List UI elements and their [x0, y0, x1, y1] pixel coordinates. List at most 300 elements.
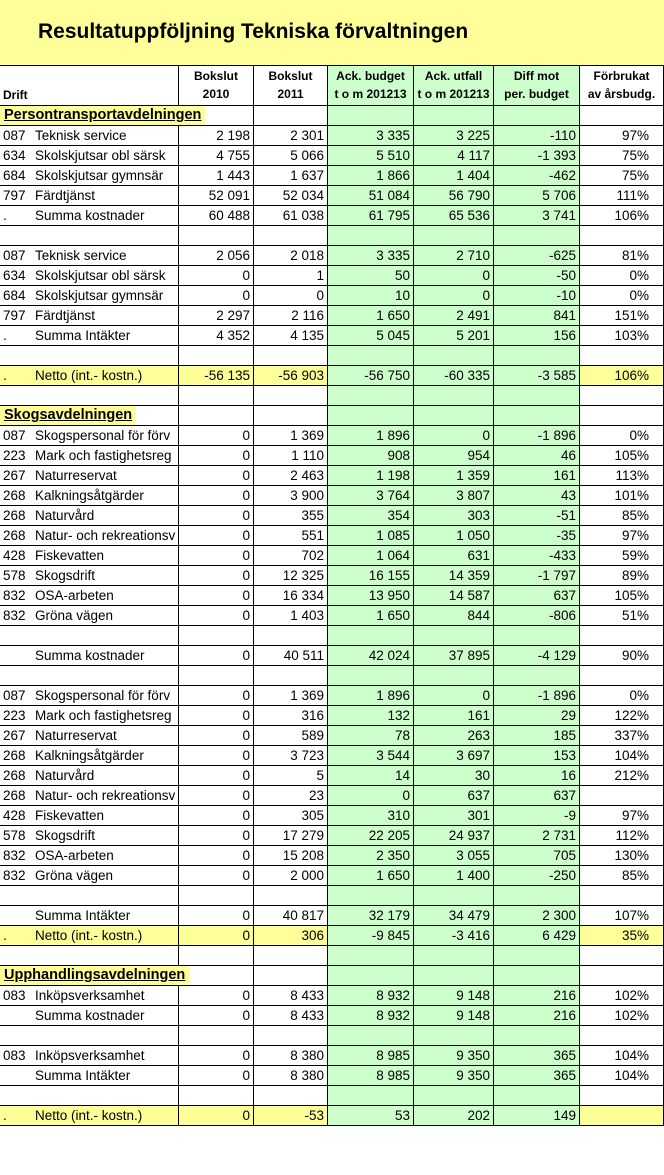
cell-name[interactable]: Kalkningsåtgärder [33, 486, 179, 505]
cell-bokslut-2011[interactable] [254, 1026, 328, 1045]
cell-bokslut-2010[interactable]: 0 [179, 686, 254, 705]
cell-code[interactable] [0, 666, 33, 685]
cell-diff[interactable]: 637 [494, 786, 580, 805]
cell-diff[interactable]: 365 [494, 1066, 580, 1085]
cell-name[interactable]: Skolskjutsar gymnsär [33, 166, 179, 185]
cell-code[interactable]: 578 [3, 828, 26, 843]
cell-bokslut-2011[interactable]: 12 325 [254, 566, 328, 585]
cell-forbrukat[interactable]: 51% [580, 606, 664, 625]
cell-ack-budget[interactable]: 78 [328, 726, 414, 745]
cell-name[interactable] [33, 886, 179, 905]
cell-forbrukat[interactable]: 104% [580, 1066, 664, 1085]
cell-ack-utfall[interactable] [414, 226, 494, 245]
cell-bokslut-2010[interactable]: 0 [179, 646, 254, 665]
cell-bokslut-2010[interactable]: 0 [179, 586, 254, 605]
cell-diff[interactable]: 841 [494, 306, 580, 325]
cell-bokslut-2011[interactable]: 8 380 [254, 1066, 328, 1085]
cell-bokslut-2010[interactable]: 0 [179, 926, 254, 945]
cell-bokslut-2010[interactable]: 0 [179, 526, 254, 545]
cell-bokslut-2011[interactable]: 1 110 [254, 446, 328, 465]
cell-ack-utfall[interactable]: 3 225 [414, 126, 494, 145]
cell-code[interactable]: 268 [3, 788, 26, 803]
cell-ack-budget[interactable] [328, 666, 414, 685]
cell-code[interactable]: 267 [3, 468, 26, 483]
cell-ack-budget[interactable]: 14 [328, 766, 414, 785]
cell-code[interactable] [0, 1006, 33, 1025]
cell-forbrukat[interactable]: 113% [580, 466, 664, 485]
cell-bokslut-2010[interactable]: 0 [179, 546, 254, 565]
cell-bokslut-2010[interactable]: 2 198 [179, 126, 254, 145]
cell-diff[interactable]: 29 [494, 706, 580, 725]
cell-bokslut-2010[interactable]: 0 [179, 866, 254, 885]
cell-code[interactable]: . [3, 208, 7, 223]
cell-bokslut-2010[interactable]: 0 [179, 426, 254, 445]
cell-bokslut-2010[interactable]: 0 [179, 566, 254, 585]
cell-name[interactable]: Summa kostnader [33, 206, 179, 225]
cell-name[interactable]: Mark och fastighetsreg [33, 446, 179, 465]
cell-diff[interactable]: 637 [494, 586, 580, 605]
cell-ack-utfall[interactable]: 3 697 [414, 746, 494, 765]
cell-forbrukat[interactable]: 104% [580, 1046, 664, 1065]
cell-ack-utfall[interactable] [414, 966, 494, 985]
cell-bokslut-2011[interactable]: 305 [254, 806, 328, 825]
cell-diff[interactable]: -250 [494, 866, 580, 885]
cell-bokslut-2011[interactable]: 15 208 [254, 846, 328, 865]
cell-bokslut-2010[interactable]: 0 [179, 1046, 254, 1065]
cell-bokslut-2010[interactable]: 0 [179, 806, 254, 825]
cell-ack-utfall[interactable]: 1 359 [414, 466, 494, 485]
cell-name[interactable]: Netto (int.- kostn.) [33, 926, 179, 945]
cell-diff[interactable]: 216 [494, 1006, 580, 1025]
cell-code[interactable]: . [3, 328, 7, 343]
cell-diff[interactable]: -9 [494, 806, 580, 825]
cell-ack-utfall[interactable]: 0 [414, 686, 494, 705]
cell-ack-budget[interactable] [328, 1086, 414, 1105]
cell-bokslut-2011[interactable]: 23 [254, 786, 328, 805]
cell-name[interactable] [33, 346, 179, 365]
cell-diff[interactable] [494, 946, 580, 965]
cell-bokslut-2010[interactable]: 0 [179, 506, 254, 525]
cell-diff[interactable]: -10 [494, 286, 580, 305]
cell-bokslut-2011[interactable]: 16 334 [254, 586, 328, 605]
cell-ack-budget[interactable]: 1 896 [328, 426, 414, 445]
cell-diff[interactable]: -462 [494, 166, 580, 185]
cell-code[interactable] [0, 346, 33, 365]
cell-name[interactable]: Kalkningsåtgärder [33, 746, 179, 765]
cell-forbrukat[interactable]: 97% [580, 806, 664, 825]
cell-bokslut-2010[interactable]: 0 [179, 766, 254, 785]
cell-code[interactable]: 832 [3, 868, 26, 883]
cell-diff[interactable]: -1 896 [494, 686, 580, 705]
cell-bokslut-2011[interactable]: 8 380 [254, 1046, 328, 1065]
cell-ack-utfall[interactable]: 5 201 [414, 326, 494, 345]
cell-forbrukat[interactable]: 103% [580, 326, 664, 345]
cell-code[interactable]: 832 [3, 588, 26, 603]
cell-ack-utfall[interactable]: 34 479 [414, 906, 494, 925]
cell-code[interactable]: 634 [3, 148, 26, 163]
cell-bokslut-2010[interactable]: 0 [179, 466, 254, 485]
cell-ack-budget[interactable]: 132 [328, 706, 414, 725]
cell-bokslut-2010[interactable]: 0 [179, 266, 254, 285]
cell-forbrukat[interactable]: 75% [580, 146, 664, 165]
cell-bokslut-2011[interactable]: 3 900 [254, 486, 328, 505]
cell-ack-budget[interactable]: 1 866 [328, 166, 414, 185]
cell-bokslut-2011[interactable]: 589 [254, 726, 328, 745]
cell-ack-budget[interactable]: 354 [328, 506, 414, 525]
cell-bokslut-2010[interactable]: 1 443 [179, 166, 254, 185]
cell-bokslut-2011[interactable] [254, 626, 328, 645]
cell-ack-budget[interactable]: 22 205 [328, 826, 414, 845]
cell-ack-utfall[interactable]: 9 350 [414, 1066, 494, 1085]
cell-bokslut-2011[interactable]: 4 135 [254, 326, 328, 345]
cell-ack-budget[interactable] [328, 966, 414, 985]
cell-ack-budget[interactable]: 8 985 [328, 1066, 414, 1085]
cell-ack-utfall[interactable]: 4 117 [414, 146, 494, 165]
cell-code[interactable] [0, 646, 33, 665]
cell-ack-utfall[interactable]: 1 404 [414, 166, 494, 185]
cell-code[interactable]: 087 [3, 428, 26, 443]
cell-name[interactable]: Netto (int.- kostn.) [33, 1106, 179, 1125]
cell-bokslut-2010[interactable]: 0 [179, 746, 254, 765]
cell-ack-budget[interactable]: 1 085 [328, 526, 414, 545]
cell-forbrukat[interactable]: 85% [580, 866, 664, 885]
cell-bokslut-2011[interactable] [254, 406, 328, 425]
cell-bokslut-2010[interactable]: 0 [179, 1006, 254, 1025]
cell-bokslut-2010[interactable] [179, 946, 254, 965]
cell-bokslut-2010[interactable]: 2 056 [179, 246, 254, 265]
cell-bokslut-2011[interactable]: 306 [254, 926, 328, 945]
cell-bokslut-2010[interactable]: 0 [179, 1066, 254, 1085]
cell-code[interactable] [0, 946, 33, 965]
cell-ack-budget[interactable]: -9 845 [328, 926, 414, 945]
cell-bokslut-2011[interactable]: 702 [254, 546, 328, 565]
cell-ack-budget[interactable]: 0 [328, 786, 414, 805]
cell-name[interactable]: Skogspersonal för förv [33, 426, 179, 445]
cell-name[interactable]: Teknisk service [33, 126, 179, 145]
cell-ack-budget[interactable]: 53 [328, 1106, 414, 1125]
cell-name[interactable] [33, 946, 179, 965]
cell-bokslut-2011[interactable]: 1 369 [254, 426, 328, 445]
cell-name[interactable]: Summa Intäkter [33, 906, 179, 925]
cell-code[interactable] [0, 386, 33, 405]
cell-name[interactable]: Skogspersonal för förv [33, 686, 179, 705]
cell-code[interactable] [0, 1066, 33, 1085]
cell-forbrukat[interactable]: 97% [580, 126, 664, 145]
cell-ack-utfall[interactable]: 30 [414, 766, 494, 785]
cell-ack-utfall[interactable]: 303 [414, 506, 494, 525]
cell-ack-utfall[interactable]: 202 [414, 1106, 494, 1125]
cell-ack-utfall[interactable] [414, 406, 494, 425]
cell-forbrukat[interactable]: 151% [580, 306, 664, 325]
cell-name[interactable] [33, 1026, 179, 1045]
cell-name[interactable]: OSA-arbeten [33, 846, 179, 865]
cell-name[interactable] [33, 1086, 179, 1105]
cell-name[interactable]: Gröna vägen [33, 866, 179, 885]
cell-code[interactable]: 684 [3, 168, 26, 183]
cell-ack-budget[interactable]: 3 764 [328, 486, 414, 505]
cell-bokslut-2010[interactable] [179, 406, 254, 425]
cell-forbrukat[interactable] [580, 406, 664, 425]
cell-diff[interactable]: -1 797 [494, 566, 580, 585]
cell-bokslut-2011[interactable]: 1 637 [254, 166, 328, 185]
cell-bokslut-2011[interactable]: 2 463 [254, 466, 328, 485]
cell-bokslut-2010[interactable]: 0 [179, 726, 254, 745]
cell-forbrukat[interactable]: 122% [580, 706, 664, 725]
cell-code[interactable]: 268 [3, 508, 26, 523]
cell-ack-budget[interactable]: 51 084 [328, 186, 414, 205]
cell-forbrukat[interactable]: 105% [580, 446, 664, 465]
cell-name[interactable]: Naturvård [33, 766, 179, 785]
cell-bokslut-2011[interactable]: 40 817 [254, 906, 328, 925]
cell-bokslut-2010[interactable] [179, 966, 254, 985]
cell-ack-utfall[interactable] [414, 886, 494, 905]
cell-ack-utfall[interactable]: 301 [414, 806, 494, 825]
cell-bokslut-2011[interactable]: 2 000 [254, 866, 328, 885]
cell-forbrukat[interactable]: 97% [580, 526, 664, 545]
cell-bokslut-2010[interactable] [179, 1086, 254, 1105]
cell-code[interactable]: 083 [3, 1048, 26, 1063]
cell-ack-utfall[interactable]: 9 148 [414, 1006, 494, 1025]
cell-ack-utfall[interactable]: -3 416 [414, 926, 494, 945]
cell-diff[interactable]: -3 585 [494, 366, 580, 385]
cell-diff[interactable]: 43 [494, 486, 580, 505]
cell-name[interactable]: Naturreservat [33, 466, 179, 485]
cell-ack-budget[interactable]: 10 [328, 286, 414, 305]
cell-ack-utfall[interactable]: 3 807 [414, 486, 494, 505]
cell-forbrukat[interactable]: 337% [580, 726, 664, 745]
cell-forbrukat[interactable]: 0% [580, 426, 664, 445]
cell-bokslut-2010[interactable]: 4 352 [179, 326, 254, 345]
cell-forbrukat[interactable]: 106% [580, 206, 664, 225]
cell-name[interactable]: Fiskevatten [33, 806, 179, 825]
cell-ack-utfall[interactable]: 0 [414, 426, 494, 445]
cell-ack-utfall[interactable]: 24 937 [414, 826, 494, 845]
cell-name[interactable] [33, 386, 179, 405]
cell-diff[interactable] [494, 226, 580, 245]
cell-ack-budget[interactable]: 1 896 [328, 686, 414, 705]
cell-name[interactable]: Summa kostnader [33, 646, 179, 665]
cell-ack-budget[interactable]: 1 198 [328, 466, 414, 485]
cell-ack-budget[interactable]: 5 045 [328, 326, 414, 345]
cell-name[interactable]: Färdtjänst [33, 186, 179, 205]
cell-ack-budget[interactable]: 50 [328, 266, 414, 285]
cell-ack-budget[interactable] [328, 106, 414, 125]
cell-name[interactable]: Inköpsverksamhet [33, 986, 179, 1005]
cell-bokslut-2011[interactable] [254, 966, 328, 985]
cell-ack-budget[interactable]: 8 932 [328, 986, 414, 1005]
cell-name[interactable]: Skogsdrift [33, 566, 179, 585]
cell-code[interactable]: 578 [3, 568, 26, 583]
cell-bokslut-2010[interactable]: 52 091 [179, 186, 254, 205]
cell-code[interactable]: 087 [3, 688, 26, 703]
cell-bokslut-2011[interactable] [254, 666, 328, 685]
cell-ack-budget[interactable] [328, 226, 414, 245]
cell-ack-utfall[interactable] [414, 1026, 494, 1045]
cell-forbrukat[interactable] [580, 346, 664, 365]
cell-bokslut-2010[interactable]: 0 [179, 1106, 254, 1125]
cell-diff[interactable]: 161 [494, 466, 580, 485]
cell-ack-budget[interactable]: 3 544 [328, 746, 414, 765]
cell-bokslut-2010[interactable]: 0 [179, 826, 254, 845]
cell-bokslut-2010[interactable]: 0 [179, 786, 254, 805]
cell-bokslut-2011[interactable]: 5 066 [254, 146, 328, 165]
cell-code[interactable]: 832 [3, 848, 26, 863]
cell-ack-utfall[interactable]: 1 050 [414, 526, 494, 545]
cell-name[interactable]: Färdtjänst [33, 306, 179, 325]
cell-ack-utfall[interactable]: 844 [414, 606, 494, 625]
cell-diff[interactable] [494, 886, 580, 905]
cell-ack-budget[interactable]: 2 350 [328, 846, 414, 865]
cell-code[interactable]: 797 [3, 308, 26, 323]
cell-ack-budget[interactable] [328, 1026, 414, 1045]
cell-ack-budget[interactable]: 16 155 [328, 566, 414, 585]
cell-ack-utfall[interactable]: 263 [414, 726, 494, 745]
cell-diff[interactable]: -51 [494, 506, 580, 525]
cell-bokslut-2011[interactable]: 1 403 [254, 606, 328, 625]
cell-forbrukat[interactable] [580, 666, 664, 685]
cell-code[interactable] [0, 886, 33, 905]
cell-ack-utfall[interactable]: 0 [414, 286, 494, 305]
cell-code[interactable]: 634 [3, 268, 26, 283]
cell-name[interactable] [33, 666, 179, 685]
cell-diff[interactable]: 216 [494, 986, 580, 1005]
cell-diff[interactable] [494, 966, 580, 985]
cell-ack-budget[interactable]: 1 650 [328, 606, 414, 625]
cell-ack-utfall[interactable]: 3 055 [414, 846, 494, 865]
cell-code[interactable]: 087 [3, 128, 26, 143]
cell-ack-utfall[interactable]: 631 [414, 546, 494, 565]
cell-ack-budget[interactable]: 310 [328, 806, 414, 825]
cell-forbrukat[interactable]: 0% [580, 686, 664, 705]
cell-diff[interactable]: -1 896 [494, 426, 580, 445]
cell-bokslut-2011[interactable]: 1 [254, 266, 328, 285]
cell-bokslut-2010[interactable]: 2 297 [179, 306, 254, 325]
cell-diff[interactable]: 149 [494, 1106, 580, 1125]
cell-bokslut-2011[interactable]: 2 018 [254, 246, 328, 265]
cell-diff[interactable]: -1 393 [494, 146, 580, 165]
cell-bokslut-2011[interactable]: 8 433 [254, 986, 328, 1005]
cell-diff[interactable] [494, 1026, 580, 1045]
cell-forbrukat[interactable] [580, 106, 664, 125]
cell-diff[interactable]: 156 [494, 326, 580, 345]
cell-forbrukat[interactable] [580, 946, 664, 965]
cell-code[interactable] [0, 1086, 33, 1105]
cell-forbrukat[interactable]: 81% [580, 246, 664, 265]
cell-forbrukat[interactable]: 35% [580, 926, 664, 945]
cell-bokslut-2011[interactable]: -53 [254, 1106, 328, 1125]
cell-code[interactable] [0, 1026, 33, 1045]
cell-name[interactable]: Naturreservat [33, 726, 179, 745]
cell-ack-budget[interactable]: 13 950 [328, 586, 414, 605]
cell-bokslut-2011[interactable]: 17 279 [254, 826, 328, 845]
cell-forbrukat[interactable] [580, 1086, 664, 1105]
cell-code[interactable] [0, 626, 33, 645]
cell-bokslut-2010[interactable] [179, 666, 254, 685]
cell-ack-utfall[interactable]: 161 [414, 706, 494, 725]
cell-forbrukat[interactable] [580, 226, 664, 245]
cell-forbrukat[interactable]: 105% [580, 586, 664, 605]
cell-name[interactable]: Fiskevatten [33, 546, 179, 565]
cell-ack-budget[interactable]: 908 [328, 446, 414, 465]
cell-name[interactable]: Skogsdrift [33, 826, 179, 845]
cell-name[interactable]: Naturvård [33, 506, 179, 525]
cell-ack-utfall[interactable]: 14 359 [414, 566, 494, 585]
cell-name[interactable]: Skolskjutsar obl särsk [33, 146, 179, 165]
cell-bokslut-2010[interactable] [179, 886, 254, 905]
cell-bokslut-2010[interactable]: 0 [179, 606, 254, 625]
cell-name[interactable]: Inköpsverksamhet [33, 1046, 179, 1065]
cell-name[interactable]: Summa Intäkter [33, 1066, 179, 1085]
cell-diff[interactable]: -4 129 [494, 646, 580, 665]
cell-ack-budget[interactable]: 3 335 [328, 246, 414, 265]
cell-bokslut-2011[interactable] [254, 1086, 328, 1105]
cell-forbrukat[interactable]: 0% [580, 266, 664, 285]
cell-diff[interactable] [494, 1086, 580, 1105]
cell-diff[interactable] [494, 106, 580, 125]
cell-forbrukat[interactable]: 0% [580, 286, 664, 305]
cell-forbrukat[interactable]: 130% [580, 846, 664, 865]
cell-diff[interactable]: 2 300 [494, 906, 580, 925]
cell-ack-budget[interactable]: 8 932 [328, 1006, 414, 1025]
cell-diff[interactable] [494, 666, 580, 685]
cell-forbrukat[interactable]: 90% [580, 646, 664, 665]
cell-bokslut-2011[interactable]: 551 [254, 526, 328, 545]
cell-code[interactable]: 223 [3, 448, 26, 463]
cell-name[interactable]: Gröna vägen [33, 606, 179, 625]
cell-bokslut-2010[interactable] [179, 226, 254, 245]
cell-forbrukat[interactable]: 89% [580, 566, 664, 585]
cell-bokslut-2010[interactable]: 0 [179, 446, 254, 465]
cell-bokslut-2011[interactable]: 40 511 [254, 646, 328, 665]
cell-bokslut-2010[interactable]: 4 755 [179, 146, 254, 165]
cell-name[interactable]: Natur- och rekreationsv [33, 786, 179, 805]
cell-code[interactable]: 428 [3, 808, 26, 823]
cell-forbrukat[interactable] [580, 786, 664, 805]
cell-forbrukat[interactable]: 75% [580, 166, 664, 185]
cell-diff[interactable]: 2 731 [494, 826, 580, 845]
cell-bokslut-2010[interactable]: 0 [179, 706, 254, 725]
cell-ack-budget[interactable]: 5 510 [328, 146, 414, 165]
cell-code[interactable]: 268 [3, 488, 26, 503]
cell-ack-utfall[interactable]: 14 587 [414, 586, 494, 605]
cell-ack-budget[interactable]: 1 064 [328, 546, 414, 565]
cell-bokslut-2010[interactable] [179, 346, 254, 365]
cell-ack-utfall[interactable]: 0 [414, 266, 494, 285]
cell-code[interactable]: 428 [3, 548, 26, 563]
cell-bokslut-2011[interactable] [254, 946, 328, 965]
cell-diff[interactable]: -625 [494, 246, 580, 265]
cell-diff[interactable] [494, 386, 580, 405]
cell-ack-budget[interactable]: 3 335 [328, 126, 414, 145]
cell-name[interactable]: Natur- och rekreationsv [33, 526, 179, 545]
cell-bokslut-2011[interactable]: 0 [254, 286, 328, 305]
cell-forbrukat[interactable]: 106% [580, 366, 664, 385]
cell-ack-utfall[interactable] [414, 106, 494, 125]
cell-code[interactable]: 223 [3, 708, 26, 723]
cell-diff[interactable]: -433 [494, 546, 580, 565]
cell-ack-utfall[interactable] [414, 346, 494, 365]
cell-diff[interactable]: 185 [494, 726, 580, 745]
cell-ack-utfall[interactable]: 56 790 [414, 186, 494, 205]
cell-diff[interactable]: 365 [494, 1046, 580, 1065]
cell-bokslut-2010[interactable] [179, 626, 254, 645]
cell-bokslut-2011[interactable]: 2 116 [254, 306, 328, 325]
cell-code[interactable]: 832 [3, 608, 26, 623]
cell-bokslut-2010[interactable]: -56 135 [179, 366, 254, 385]
cell-ack-budget[interactable]: 42 024 [328, 646, 414, 665]
cell-ack-utfall[interactable] [414, 626, 494, 645]
cell-ack-utfall[interactable]: 65 536 [414, 206, 494, 225]
